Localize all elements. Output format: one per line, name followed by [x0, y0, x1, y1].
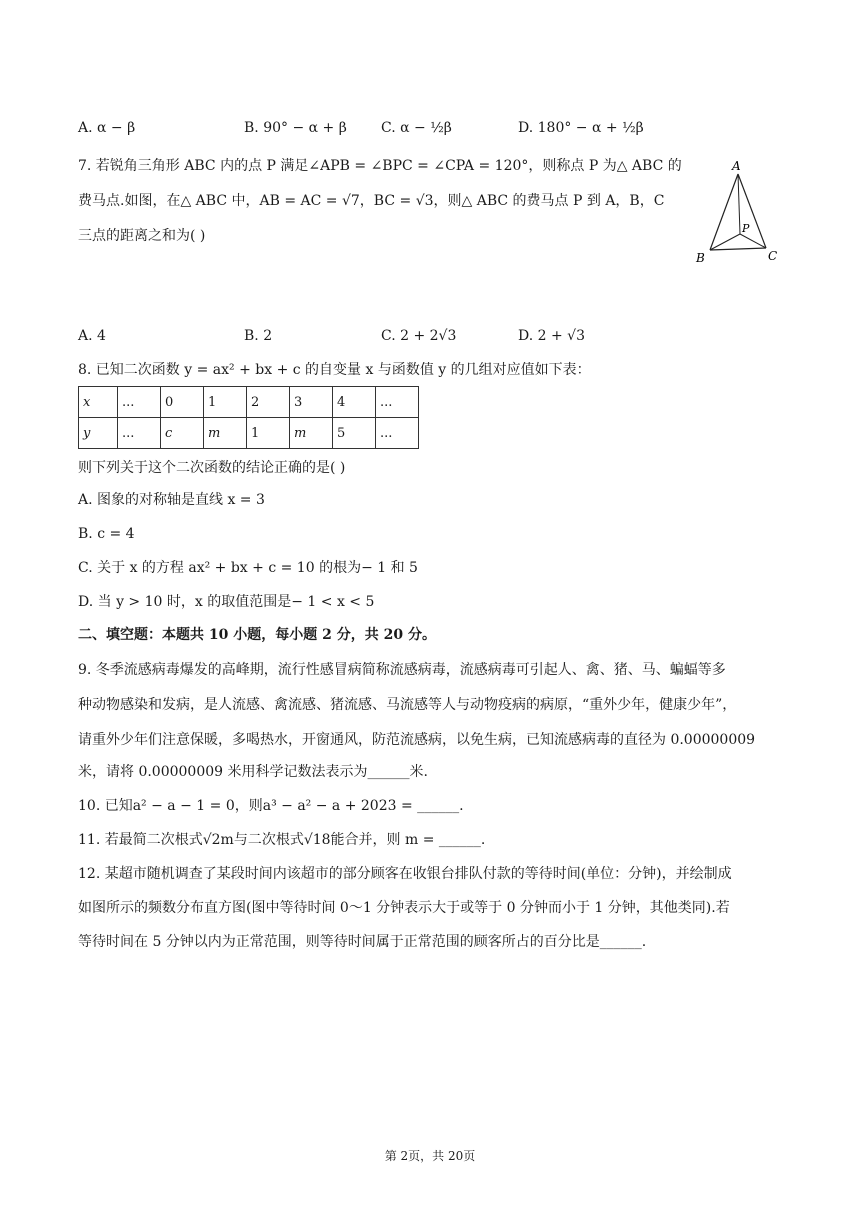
q8-option-b: B. c = 4 [78, 526, 135, 542]
q7-stem-line-3: 三点的距离之和为( ) [78, 228, 206, 244]
q6-option-d: D. 180° − α + ½β [518, 120, 644, 136]
label-c: C [768, 249, 778, 263]
table-cell: 4 [333, 387, 376, 418]
table-cell: 5 [333, 418, 376, 449]
q9-line-4: 米，请将 0.00000009 米用科学记数法表示为______米. [78, 764, 428, 780]
q8-option-d: D. 当 y > 10 时，x 的取值范围是− 1 < x < 5 [78, 594, 375, 610]
q6-option-a: A. α − β [78, 120, 136, 136]
triangle-side-bc [710, 248, 766, 250]
triangle-figure [692, 156, 788, 268]
segment-pa [738, 174, 740, 234]
table-cell: 0 [161, 387, 204, 418]
table-cell: ... [118, 418, 161, 449]
label-a: A [732, 159, 741, 173]
q8-option-a: A. 图象的对称轴是直线 x = 3 [78, 492, 265, 508]
q10-text: 10. 已知a² − a − 1 = 0，则a³ − a² − a + 2023 = ______. [78, 798, 464, 814]
page-footer: 第 2页，共 20页 [384, 1149, 476, 1163]
table-cell: 2 [247, 387, 290, 418]
table-cell: 3 [290, 387, 333, 418]
q6-option-b: B. 90° − α + β [244, 120, 347, 136]
table-cell: ... [118, 387, 161, 418]
q9-line-1: 9. 冬季流感病毒爆发的高峰期，流行性感冒病简称流感病毒，流感病毒可引起人、禽、猪、马、蝙蝠等多 [78, 662, 726, 678]
q9-line-3: 请重外少年们注意保暖，多喝热水，开窗通风，防范流感病，以免生病，已知流感病毒的直径为 0.00000009 [78, 732, 756, 748]
q7-option-a: A. 4 [78, 328, 106, 344]
triangle-side-ab [710, 174, 738, 250]
q8-question: 则下列关于这个二次函数的结论正确的是( ) [78, 460, 346, 476]
table-cell: x [79, 387, 118, 418]
label-b: B [696, 251, 705, 265]
q11-text: 11. 若最简二次根式√2m与二次根式√18能合并，则 m = ______. [78, 832, 486, 848]
table-cell: c [161, 418, 204, 449]
q12-line-1: 12. 某超市随机调查了某段时间内该超市的部分顾客在收银台排队付款的等待时间(单位：分钟)，并绘制成 [78, 866, 732, 882]
table-cell: ... [376, 418, 419, 449]
table-cell: 1 [204, 387, 247, 418]
q8-option-c: C. 关于 x 的方程 ax² + bx + c = 10 的根为− 1 和 5 [78, 560, 418, 576]
q7-option-c: C. 2 + 2√3 [381, 328, 457, 344]
table-cell: m [204, 418, 247, 449]
q7-stem-line-1: 7. 若锐角三角形 ABC 内的点 P 满足∠APB = ∠BPC = ∠CPA = 120°，则称点 P 为△ ABC 的 [78, 158, 682, 174]
table-cell: ... [376, 387, 419, 418]
table-row-x [79, 387, 419, 418]
table-cell: m [290, 418, 333, 449]
q7-stem-line-2: 费马点.如图，在△ ABC 中，AB = AC = √7，BC = √3，则△ ABC 的费马点 P 到 A，B，C [78, 193, 665, 209]
q6-option-c: C. α − ½β [381, 120, 452, 136]
label-p: P [742, 222, 750, 235]
q8-stem: 8. 已知二次函数 y = ax² + bx + c 的自变量 x 与函数值 y 的几组对应值如下表： [78, 362, 591, 378]
q12-line-2: 如图所示的频数分布直方图(图中等待时间 0～1 分钟表示大于或等于 0 分钟而小于 1 分钟，其他类同).若 [78, 900, 730, 916]
table-cell: y [79, 418, 118, 449]
section-heading: 二、填空题：本题共 10 小题，每小题 2 分，共 20 分。 [78, 627, 436, 643]
q7-option-d: D. 2 + √3 [518, 328, 585, 344]
table-cell: 1 [247, 418, 290, 449]
triangle-side-ac [738, 174, 766, 248]
table-row-y [79, 418, 419, 449]
value-table [78, 386, 419, 449]
q9-line-2: 种动物感染和发病，是人流感、禽流感、猪流感、马流感等人与动物疫病的病原，“重外少年，健康少年”， [78, 697, 737, 713]
q12-line-3: 等待时间在 5 分钟以内为正常范围，则等待时间属于正常范围的顾客所占的百分比是______. [78, 934, 647, 950]
q7-option-b: B. 2 [244, 328, 273, 344]
